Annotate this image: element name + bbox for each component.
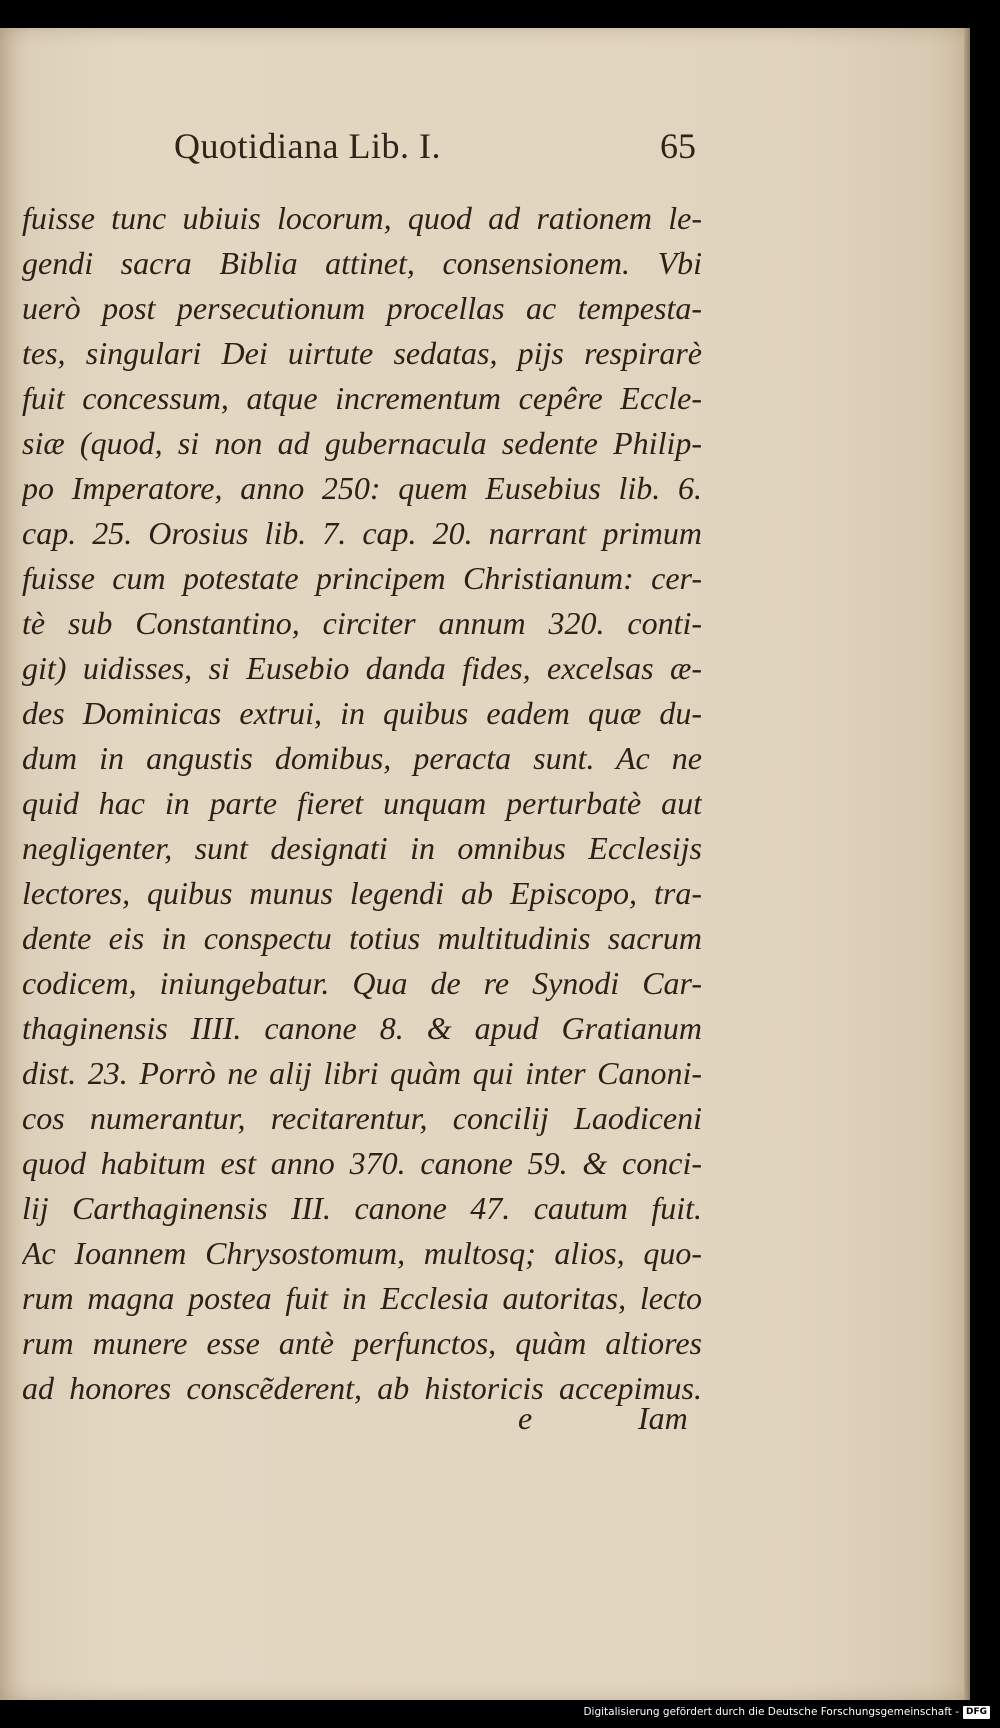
text-line: des Dominicas extrui, in quibus eadem quæ du- [22, 695, 702, 731]
text-line: fuit concessum, atque incrementum cepêre Eccle- [22, 380, 702, 416]
text-line: tè sub Constantino, circiter annum 320. conti- [22, 605, 702, 641]
running-title: Quotidiana Lib. I. [174, 126, 441, 166]
text-line: fuisse cum potestate principem Christianum: cer- [22, 560, 702, 596]
text-line: Ac Ioannem Chrysostomum, multosq; alios, quo- [22, 1235, 702, 1271]
text-line: git) uidisses, si Eusebio danda fides, excelsas æ- [22, 650, 702, 686]
credit-text: Digitalisierung gefördert durch die Deutsche Forschungsgemeinschaft - [583, 1706, 959, 1718]
page-edge [964, 28, 970, 1700]
text-line: cos numerantur, recitarentur, concilij Laodiceni [22, 1100, 702, 1136]
text-line: ad honores conscẽderent, ab historicis accepimus. [22, 1370, 702, 1406]
catchword: Iam [638, 1400, 688, 1436]
text-line: fuisse tunc ubiuis locorum, quod ad rationem le- [22, 200, 702, 236]
body-text [22, 196, 702, 1411]
text-line: rum magna postea fuit in Ecclesia autoritas, lecto [22, 1280, 702, 1316]
text-line: lectores, quibus munus legendi ab Episcopo, tra- [22, 875, 702, 911]
text-line: rum munere esse antè perfunctos, quàm altiores [22, 1325, 702, 1361]
page-foot [22, 1400, 702, 1444]
text-line: po Imperatore, anno 250: quem Eusebius lib. 6. [22, 470, 702, 506]
text-line: gendi sacra Biblia attinet, consensionem. Vbi [22, 245, 702, 281]
text-line: negligenter, sunt designati in omnibus Ecclesijs [22, 830, 702, 866]
text-line: lij Carthaginensis III. canone 47. cautum fuit. [22, 1190, 702, 1226]
text-line: quod habitum est anno 370. canone 59. & conci- [22, 1145, 702, 1181]
text-line: thaginensis IIII. canone 8. & apud Gratianum [22, 1010, 702, 1046]
dfg-logo-icon: DFG [963, 1706, 990, 1719]
text-line: dist. 23. Porrò ne alij libri quàm qui inter Canoni- [22, 1055, 702, 1091]
text-line: dente eis in conspectu totius multitudinis sacrum [22, 920, 702, 956]
text-line: siæ (quod, si non ad gubernacula sedente Philip- [22, 425, 702, 461]
signature-mark: e [518, 1400, 533, 1436]
text-line: uerò post persecutionum procellas ac tempesta- [22, 290, 702, 326]
text-line: cap. 25. Orosius lib. 7. cap. 20. narrant primum [22, 515, 702, 551]
book-page [0, 28, 970, 1700]
running-head [22, 125, 696, 185]
digitization-credit [583, 1704, 990, 1720]
text-line: codicem, iniungebatur. Qua de re Synodi Car- [22, 965, 702, 1001]
text-line: dum in angustis domibus, peracta sunt. Ac ne [22, 740, 702, 776]
text-line: tes, singulari Dei uirtute sedatas, pijs respirarè [22, 335, 702, 371]
page-number: 65 [660, 126, 696, 166]
text-line: quid hac in parte fieret unquam perturbatè aut [22, 785, 702, 821]
